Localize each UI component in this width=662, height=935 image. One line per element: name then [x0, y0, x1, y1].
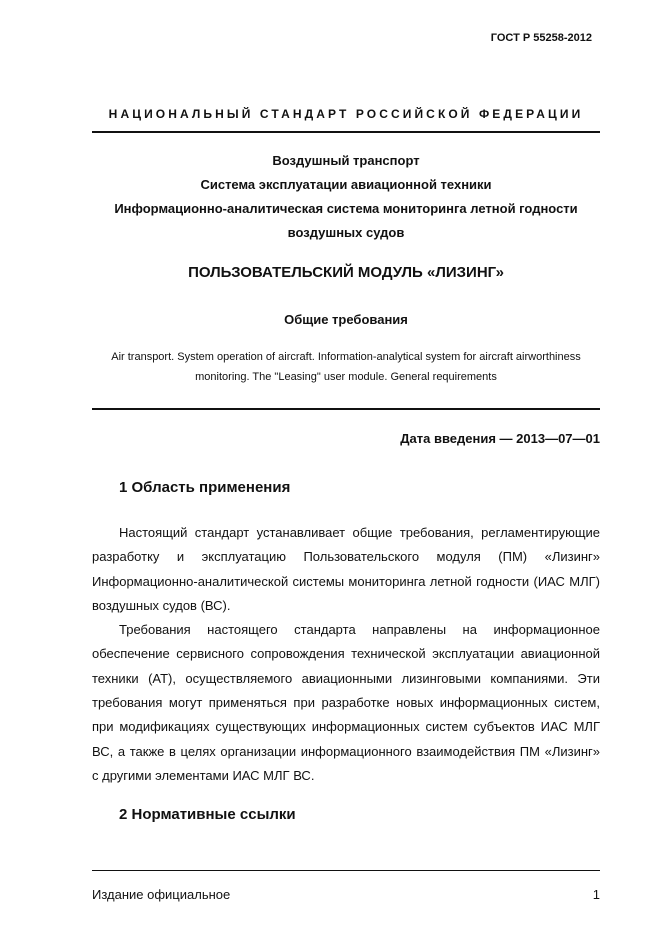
subtitle: Общие требования	[284, 312, 408, 327]
title-line: Информационно-аналитическая система мониторинга летной годности	[114, 201, 578, 216]
paragraph: Требования настоящего стандарта направлены на информационное обеспечение сервисного сопровождения технической эксплуатации авиационной техники (АТ), осуществляемого авиационными лизинговыми компаниями. Эти требования могут применяться при разработке новых информационных систем, при модификациях существующих информационных систем субъектов ИАС МЛГ ВС, а также в целях организации информационного взаимодействия ПМ «Лизинг» с другими элементами ИАС МЛГ ВС.	[92, 622, 600, 783]
paragraph: Настоящий стандарт устанавливает общие требования, регламентирующие разработку и эксплуатацию Пользовательского модуля (ПМ) «Лизинг» Информационно-аналитической системы мониторинга летной годности (ИАС МЛГ) воздушных судов (ВС).	[92, 525, 600, 613]
section-1-heading: 1 Область применения	[119, 479, 291, 496]
title-line: Воздушный транспорт	[272, 153, 420, 168]
section-1-body	[92, 521, 600, 788]
middle-rule	[92, 408, 600, 410]
section-2-heading: 2 Нормативные ссылки	[119, 806, 296, 823]
official-edition-label: Издание официальное	[92, 887, 231, 902]
module-title: ПОЛЬЗОВАТЕЛЬСКИЙ МОДУЛЬ «ЛИЗИНГ»	[188, 264, 504, 281]
page-number: 1	[592, 887, 600, 902]
national-standard-banner: НАЦИОНАЛЬНЫЙ СТАНДАРТ РОССИЙСКОЙ ФЕДЕРАЦИИ	[108, 107, 584, 121]
title-line: воздушных судов	[287, 225, 405, 240]
introduction-date: Дата введения — 2013—07—01	[400, 431, 600, 446]
title-block	[70, 149, 622, 245]
standard-code: ГОСТ Р 55258-2012	[490, 32, 592, 44]
title-line: Система эксплуатации авиационной техники	[200, 177, 492, 192]
english-title: Air transport. System operation of aircraft. Information-analytical system for aircraft airworthiness monitoring. The "Leasing" user module. General requirements	[111, 351, 581, 383]
footer-rule	[92, 870, 600, 871]
top-rule	[92, 131, 600, 133]
